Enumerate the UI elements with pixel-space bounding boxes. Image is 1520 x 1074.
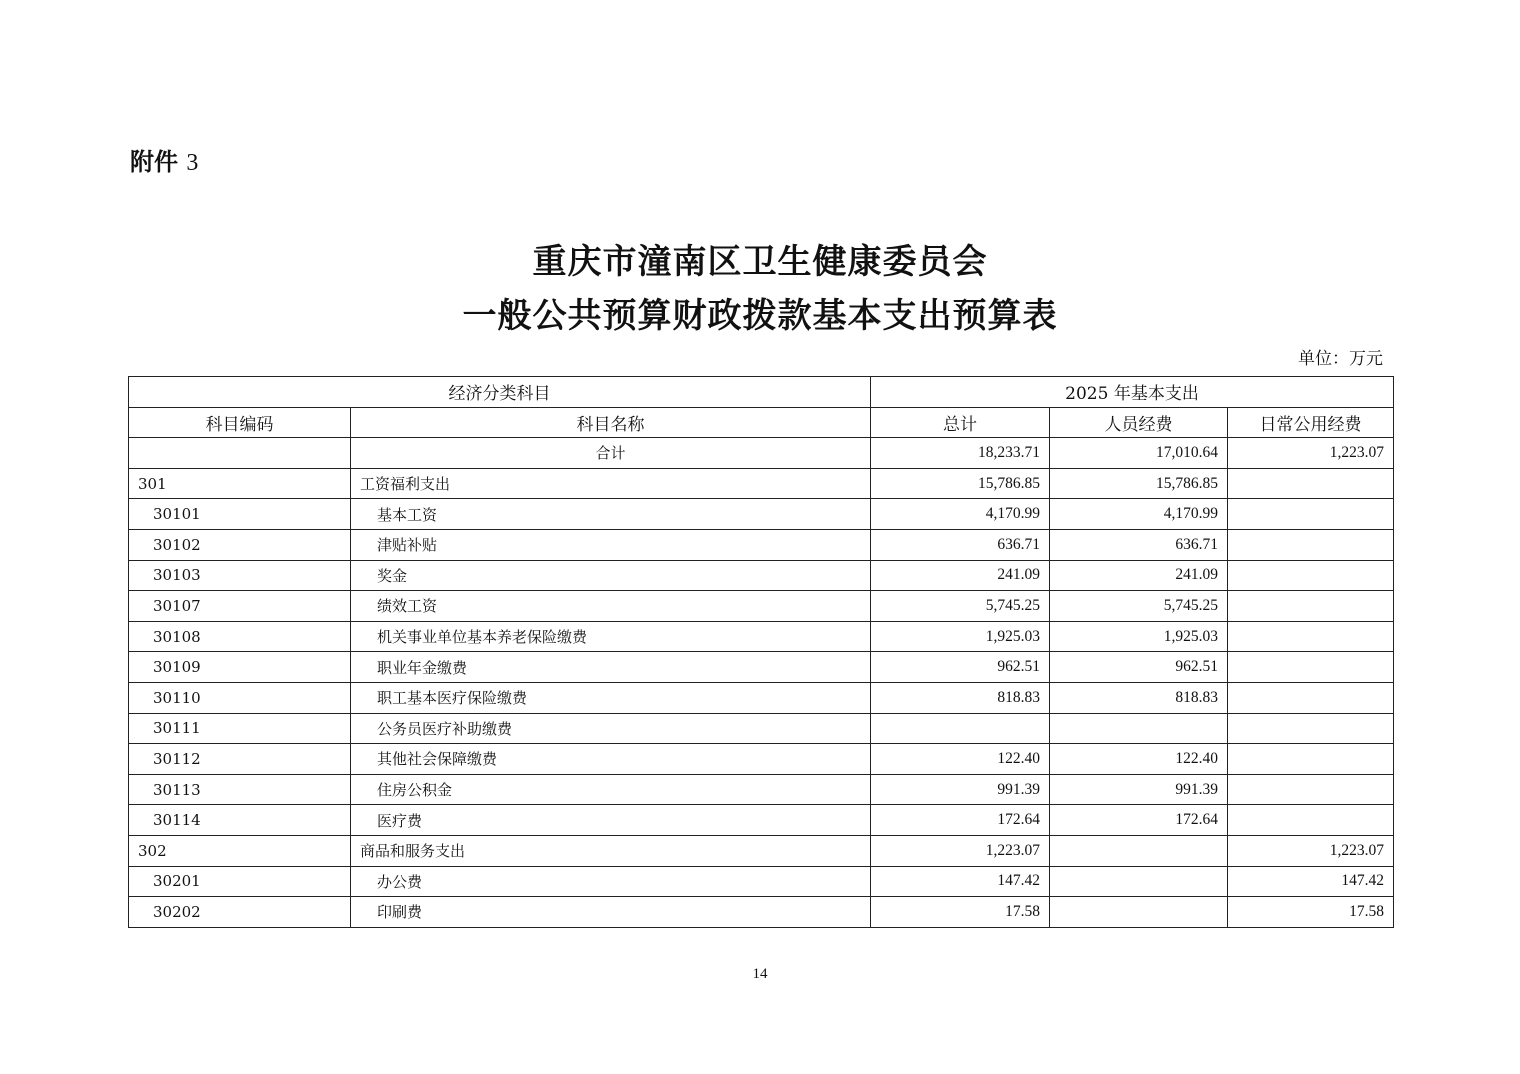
cell-code: [129, 438, 351, 469]
cell-name: 奖金: [351, 560, 871, 591]
cell-total: 4,170.99: [871, 499, 1050, 530]
cell-code: 30103: [129, 560, 351, 591]
cell-public: 17.58: [1228, 897, 1394, 928]
cell-code: 301: [129, 468, 351, 499]
group-header-basic-expenditure: 2025 年基本支出: [871, 377, 1394, 408]
cell-name: 合计: [351, 438, 871, 469]
table-row: [129, 468, 1394, 499]
cell-public: [1228, 529, 1394, 560]
cell-personnel: [1050, 713, 1228, 744]
cell-personnel: 1,925.03: [1050, 621, 1228, 652]
cell-name: 工资福利支出: [351, 468, 871, 499]
cell-total: 172.64: [871, 805, 1050, 836]
cell-code: 302: [129, 835, 351, 866]
page-number: 14: [752, 966, 768, 982]
table-row: [129, 499, 1394, 530]
cell-personnel: 5,745.25: [1050, 591, 1228, 622]
cell-public: [1228, 591, 1394, 622]
cell-total: 962.51: [871, 652, 1050, 683]
cell-code: 30201: [129, 866, 351, 897]
cell-code: 30102: [129, 529, 351, 560]
cell-name: 商品和服务支出: [351, 835, 871, 866]
cell-total: 241.09: [871, 560, 1050, 591]
column-header-row: [129, 407, 1394, 438]
cell-code: 30108: [129, 621, 351, 652]
budget-table-body: [129, 438, 1394, 928]
cell-name: 基本工资: [351, 499, 871, 530]
cell-code: 30202: [129, 897, 351, 928]
cell-name: 公务员医疗补助缴费: [351, 713, 871, 744]
cell-public: [1228, 560, 1394, 591]
cell-personnel: 172.64: [1050, 805, 1228, 836]
cell-public: [1228, 744, 1394, 775]
cell-total: [871, 713, 1050, 744]
budget-table: [128, 376, 1394, 928]
cell-name: 职工基本医疗保险缴费: [351, 682, 871, 713]
cell-personnel: 991.39: [1050, 774, 1228, 805]
table-row: [129, 805, 1394, 836]
cell-name: 印刷费: [351, 897, 871, 928]
budget-table-header: [129, 377, 1394, 438]
cell-public: [1228, 621, 1394, 652]
cell-public: 1,223.07: [1228, 835, 1394, 866]
cell-personnel: 962.51: [1050, 652, 1228, 683]
column-header-public: 日常公用经费: [1228, 407, 1394, 438]
cell-code: 30111: [129, 713, 351, 744]
cell-personnel: 241.09: [1050, 560, 1228, 591]
cell-public: [1228, 682, 1394, 713]
cell-code: 30107: [129, 591, 351, 622]
attachment-text: 附件: [130, 148, 178, 176]
cell-total: 991.39: [871, 774, 1050, 805]
table-row: [129, 591, 1394, 622]
cell-total: 818.83: [871, 682, 1050, 713]
cell-personnel: 4,170.99: [1050, 499, 1228, 530]
cell-personnel: 818.83: [1050, 682, 1228, 713]
cell-name: 职业年金缴费: [351, 652, 871, 683]
group-header-economic-class: 经济分类科目: [129, 377, 871, 408]
cell-personnel: [1050, 897, 1228, 928]
cell-name: 办公费: [351, 866, 871, 897]
table-row: [129, 560, 1394, 591]
cell-public: [1228, 805, 1394, 836]
cell-total: 147.42: [871, 866, 1050, 897]
cell-name: 医疗费: [351, 805, 871, 836]
cell-name: 其他社会保障缴费: [351, 744, 871, 775]
cell-personnel: 17,010.64: [1050, 438, 1228, 469]
cell-total: 636.71: [871, 529, 1050, 560]
table-row: [129, 652, 1394, 683]
column-header-name: 科目名称: [351, 407, 871, 438]
table-row: [129, 866, 1394, 897]
cell-public: 147.42: [1228, 866, 1394, 897]
cell-public: [1228, 774, 1394, 805]
table-row: [129, 529, 1394, 560]
document-title-line-1: 重庆市潼南区卫生健康委员会: [532, 242, 988, 282]
cell-personnel: 15,786.85: [1050, 468, 1228, 499]
cell-public: [1228, 652, 1394, 683]
table-row: [129, 621, 1394, 652]
cell-name: 机关事业单位基本养老保险缴费: [351, 621, 871, 652]
table-row: [129, 438, 1394, 469]
cell-total: 18,233.71: [871, 438, 1050, 469]
cell-total: 17.58: [871, 897, 1050, 928]
column-header-personnel: 人员经费: [1050, 407, 1228, 438]
attachment-number: 3: [186, 150, 199, 176]
column-header-total: 总计: [871, 407, 1050, 438]
cell-public: [1228, 499, 1394, 530]
table-row: [129, 744, 1394, 775]
cell-name: 绩效工资: [351, 591, 871, 622]
table-row: [129, 835, 1394, 866]
cell-public: [1228, 713, 1394, 744]
cell-total: 5,745.25: [871, 591, 1050, 622]
cell-total: 15,786.85: [871, 468, 1050, 499]
attachment-label: [130, 144, 198, 181]
cell-total: 1,223.07: [871, 835, 1050, 866]
cell-code: 30114: [129, 805, 351, 836]
cell-code: 30109: [129, 652, 351, 683]
cell-personnel: 122.40: [1050, 744, 1228, 775]
table-row: [129, 897, 1394, 928]
cell-personnel: [1050, 866, 1228, 897]
cell-code: 30101: [129, 499, 351, 530]
cell-personnel: 636.71: [1050, 529, 1228, 560]
cell-name: 津贴补贴: [351, 529, 871, 560]
table-row: [129, 682, 1394, 713]
cell-total: 122.40: [871, 744, 1050, 775]
cell-code: 30113: [129, 774, 351, 805]
unit-label: 单位：万元: [1298, 349, 1383, 369]
cell-personnel: [1050, 835, 1228, 866]
group-header-row: [129, 377, 1394, 408]
cell-public: 1,223.07: [1228, 438, 1394, 469]
column-header-code: 科目编码: [129, 407, 351, 438]
cell-total: 1,925.03: [871, 621, 1050, 652]
table-row: [129, 713, 1394, 744]
cell-public: [1228, 468, 1394, 499]
document-title-line-2: 一般公共预算财政拨款基本支出预算表: [462, 296, 1058, 336]
cell-code: 30110: [129, 682, 351, 713]
cell-code: 30112: [129, 744, 351, 775]
cell-name: 住房公积金: [351, 774, 871, 805]
table-row: [129, 774, 1394, 805]
